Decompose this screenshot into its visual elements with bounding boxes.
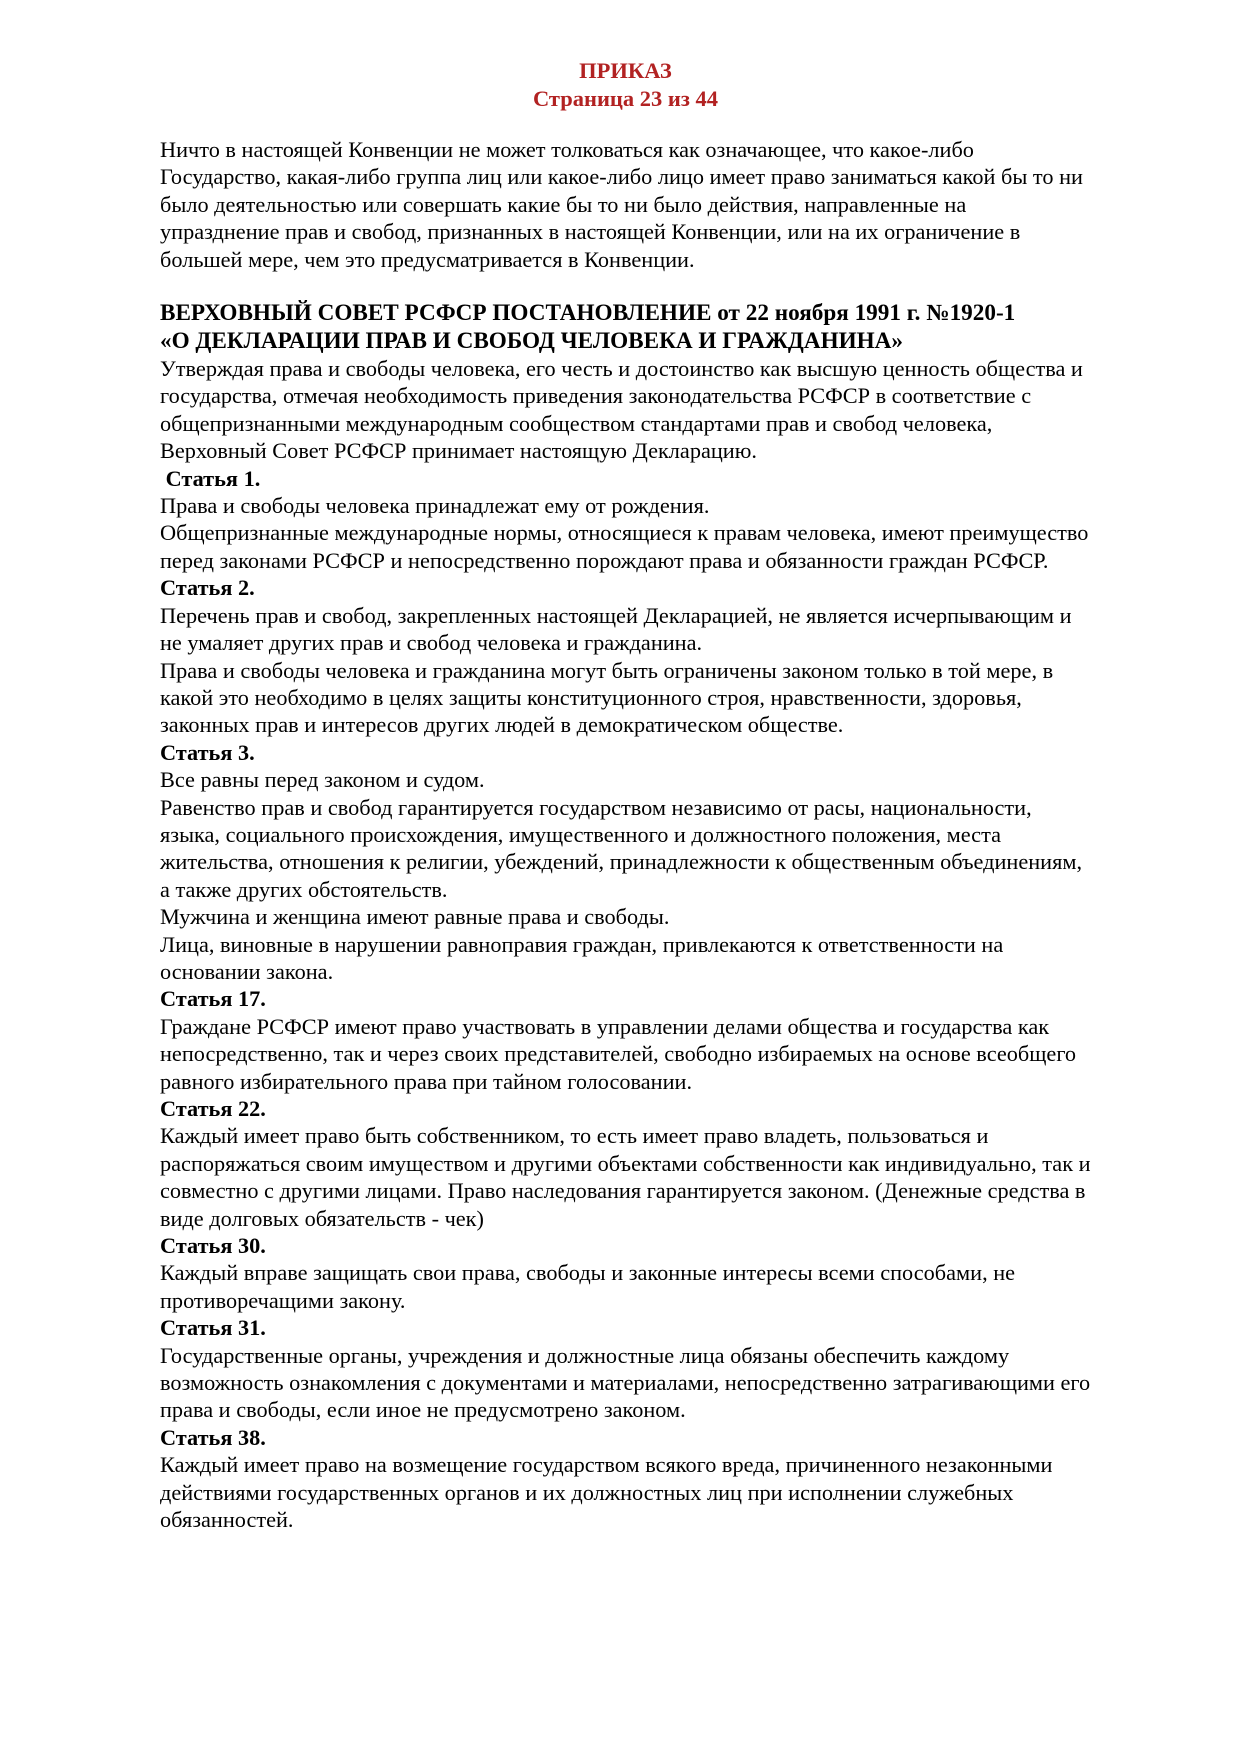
article-paragraph: Каждый имеет право на возмещение государством всякого вреда, причиненного незаконными действиями государственных органов и их должностных лиц при исполнении служебных обязанностей.: [160, 1452, 1053, 1533]
page-title: ПРИКАЗ: [579, 58, 672, 83]
article-section: [160, 1314, 1091, 1424]
page-indicator: Страница 23 из 44: [532, 85, 719, 111]
document-body: [160, 136, 1091, 1534]
article-paragraph: Права и свободы человека и гражданина могут быть ограничены законом только в той мере, в какой это необходимо в целях защиты конституционного строя, нравственности, здоровья, законных прав и интересов других людей в демократическом обществе.: [160, 657, 1054, 738]
article-paragraph: Каждый имеет право быть собственником, то есть имеет право владеть, пользоваться и распоряжаться своим имуществом и другими объектами собственности как индивидуально, так и совместно с другими лицами. Право наследования гарантируется законом. (Денежные средства в виде долговых обязательств - чек): [160, 1123, 1091, 1231]
article-section: [160, 1424, 1091, 1534]
article-paragraph: Права и свободы человека принадлежат ему от рождения.: [160, 493, 710, 519]
article-paragraph: Общепризнанные международные нормы, относящиеся к правам человека, имеют преимущество перед законами РСФСР и непосредственно порождают права и обязанности граждан РСФСР.: [160, 520, 1089, 573]
article-paragraph: Каждый вправе защищать свои права, свободы и законные интересы всеми способами, не противоречащими закону.: [160, 1260, 1016, 1313]
article-heading: Статья 31.: [160, 1315, 266, 1341]
intro-paragraph: Ничто в настоящей Конвенции не может толковаться как означающее, что какое-либо Государство, какая-либо группа лиц или какое-либо лицо имеет право заниматься какой бы то ни было деятельностью или совершать какие бы то ни было действия, направленные на упразднение прав и свобод, признанных в настоящей Конвенции, или на их ограничение в большей мере, чем это предусматривается в Конвенции.: [160, 137, 1083, 272]
article-heading: Статья 1.: [160, 465, 261, 491]
preamble-paragraph: Утверждая права и свободы человека, его честь и достоинство как высшую ценность общества и государства, отмечая необходимость приведения законодательства РСФСР в соответствие с общепризнанными международным сообществом стандартами прав и свобод человека, Верховный Совет РСФСР принимает настоящую Декларацию.: [160, 356, 1083, 464]
article-paragraph: Перечень прав и свобод, закрепленных настоящей Декларацией, не является исчерпывающим и не умаляет других прав и свобод человека и гражданина.: [160, 602, 1072, 656]
article-paragraph: Лица, виновные в нарушении равноправия граждан, привлекаются к ответственности на основании закона.: [160, 931, 1004, 984]
article-section: [160, 1095, 1091, 1232]
article-heading: Статья 2.: [160, 575, 255, 601]
article-section: [160, 739, 1091, 986]
article-heading: Статья 3.: [160, 739, 255, 765]
article-heading: Статья 22.: [160, 1096, 266, 1121]
article-paragraph: Равенство прав и свобод гарантируется государством независимо от расы, национальности, языка, социального происхождения, имущественного и должностного положения, места жительства, отношения к религии, убеждений, принадлежности к общественным объединениям, а также других обстоятельств.: [160, 794, 1083, 902]
article-heading: Статья 38.: [160, 1424, 266, 1450]
decree-heading-line1: ВЕРХОВНЫЙ СОВЕТ РСФСР ПОСТАНОВЛЕНИЕ от 22 ноября 1991 г. №1920-1: [160, 300, 1016, 327]
article-heading: Статья 30.: [160, 1233, 266, 1259]
article-paragraph: Мужчина и женщина имеют равные права и свободы.: [160, 904, 670, 930]
article-section: [160, 1232, 1091, 1314]
article-paragraph: Все равны перед законом и судом.: [160, 767, 485, 793]
document-header: [160, 57, 1091, 112]
article-paragraph: Государственные органы, учреждения и должностные лица обязаны обеспечить каждому возможность ознакомления с документами и материалами, непосредственно затрагивающими его права и свободы, если иное не предусмотрено законом.: [160, 1342, 1091, 1423]
article-heading: Статья 17.: [160, 986, 266, 1012]
article-section: [160, 465, 1091, 575]
article-paragraph: Граждане РСФСР имеют право участвовать в управлении делами общества и государства как непосредственно, так и через своих представителей, свободно избираемых на основе всеобщего равного избирательного права при тайном голосовании.: [160, 1013, 1077, 1094]
decree-heading-line2: «О ДЕКЛАРАЦИИ ПРАВ И СВОБОД ЧЕЛОВЕКА И ГРАЖДАНИНА»: [160, 328, 904, 355]
article-section: [160, 985, 1091, 1095]
article-section: [160, 574, 1091, 738]
decree-heading: [160, 299, 1091, 355]
